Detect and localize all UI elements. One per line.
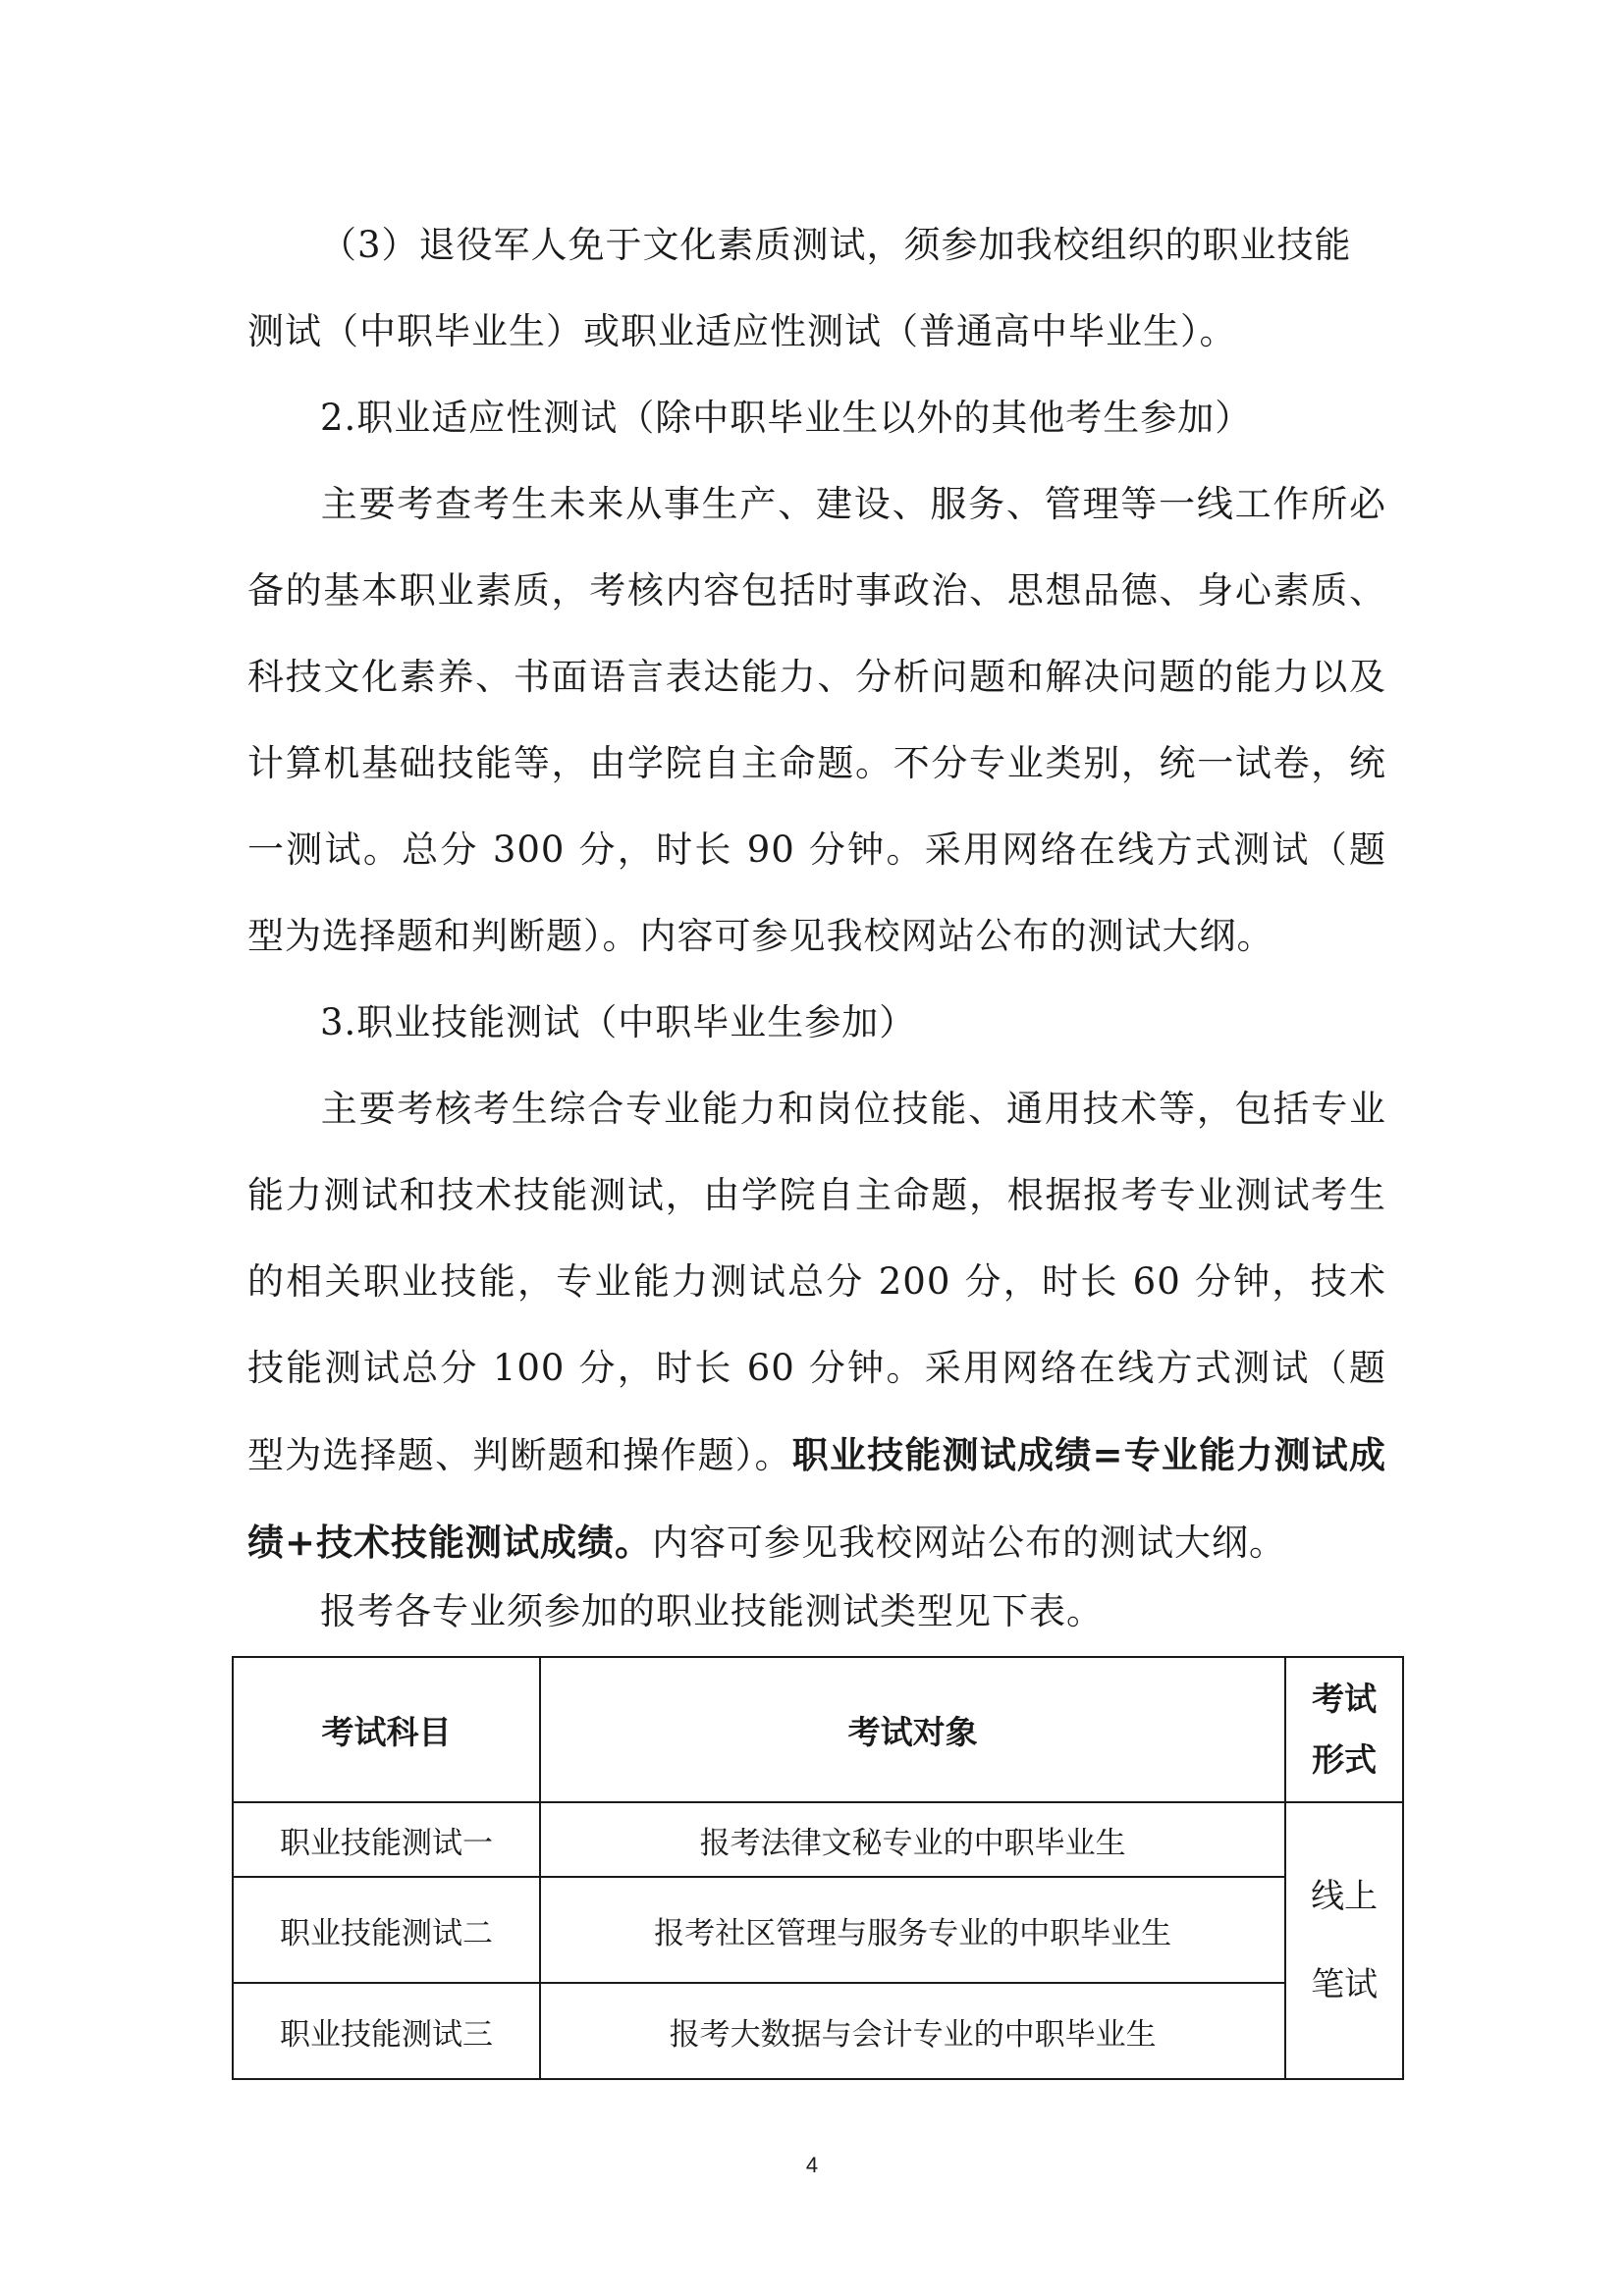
heading-vocational-aptitude — [247, 375, 1386, 461]
row-2-subject: 职业技能测试二 — [233, 1877, 540, 1983]
table-intro-text: 报考各专业须参加的职业技能测试类型见下表。 — [320, 1590, 1104, 1632]
veterans-line-1: （3）退役军人免于文化素质测试，须参加我校组织的职业技能 — [320, 224, 1352, 266]
exam-type-table — [232, 1656, 1404, 2080]
row-3-subject: 职业技能测试三 — [233, 1983, 540, 2079]
skills-score-formula: 职业技能测试成绩=专业能力测试成绩+技术技能测试成绩。 — [247, 1433, 1386, 1564]
skills-description-text: 主要考核考生综合专业能力和岗位技能、通用技术等，包括专业能力测试和技术技能测试，由学院自主命题，根据报考专业测试考生的相关职业技能，专业能力测试总分 200 分，时长 60 分钟，技术技能测试总分 100 分，时长 60 分钟。采用网络在线方式测试（题型为选择题、判断题和操作题）。 — [247, 1088, 1386, 1476]
table-row — [233, 1983, 1403, 2079]
table-header-row — [233, 1657, 1403, 1802]
row-1-subject: 职业技能测试一 — [233, 1802, 540, 1877]
exam-form-line-2: 笔试 — [1311, 1965, 1379, 2004]
header-form-line-1: 考试 — [1312, 1680, 1378, 1718]
paragraph-skills-description — [247, 1066, 1386, 1586]
page-number: 4 — [805, 2153, 819, 2177]
table-row — [233, 1877, 1403, 1983]
row-2-target: 报考社区管理与服务专业的中职毕业生 — [540, 1877, 1285, 1983]
exam-form-cell — [1285, 1802, 1403, 2079]
aptitude-description-text: 主要考查考生未来从事生产、建设、服务、管理等一线工作所必备的基本职业素质，考核内容包括时事政治、思想品德、身心素质、科技文化素养、书面语言表达能力、分析问题和解决问题的能力以及计算机基础技能等，由学院自主命题。不分专业类别，统一试卷，统一测试。总分 300 分，时长 90 分钟。采用网络在线方式测试（题型为选择题和判断题）。内容可参见我校网站公布的测试大纲。 — [247, 483, 1386, 957]
heading-vocational-skills-text: 3.职业技能测试（中职毕业生参加） — [320, 1001, 917, 1043]
heading-vocational-skills — [247, 980, 1386, 1066]
skills-description-tail: 内容可参见我校网站公布的测试大纲。 — [652, 1522, 1287, 1564]
exam-form-line-1: 线上 — [1311, 1877, 1379, 1916]
header-form — [1285, 1657, 1403, 1802]
paragraph-table-intro — [247, 1569, 1386, 1655]
header-subject: 考试科目 — [233, 1657, 540, 1802]
row-3-target: 报考大数据与会计专业的中职毕业生 — [540, 1983, 1285, 2079]
header-target: 考试对象 — [540, 1657, 1285, 1802]
heading-vocational-aptitude-text: 2.职业适应性测试（除中职毕业生以外的其他考生参加） — [320, 397, 1253, 439]
paragraph-aptitude-description — [247, 461, 1386, 980]
table-row — [233, 1802, 1403, 1877]
header-form-line-2: 形式 — [1312, 1740, 1378, 1779]
paragraph-veterans — [247, 202, 1386, 375]
veterans-line-2: 测试（中职毕业生）或职业适应性测试（普通高中毕业生）。 — [247, 310, 1237, 352]
row-1-target: 报考法律文秘专业的中职毕业生 — [540, 1802, 1285, 1877]
